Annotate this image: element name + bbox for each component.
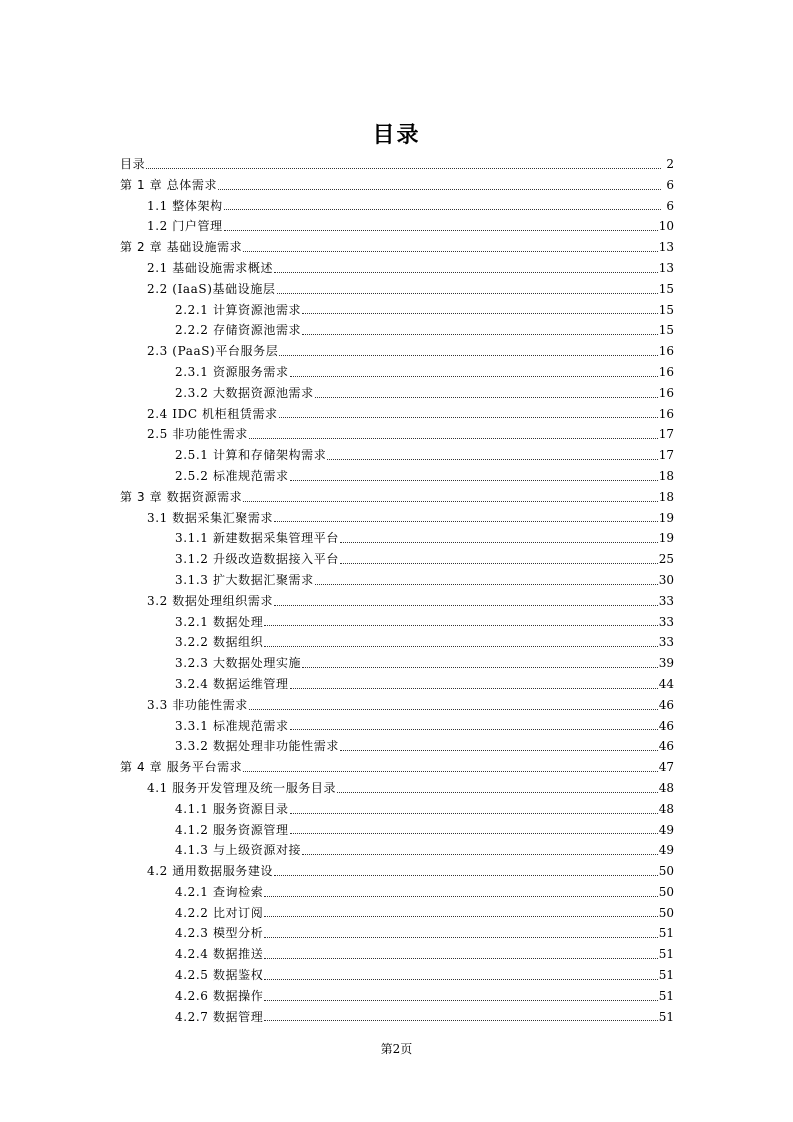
- dot-leader: [264, 896, 657, 897]
- table-of-contents: [120, 154, 674, 1027]
- toc-entry-page: 33: [658, 614, 674, 629]
- toc-entry-label: 4.2.4 数据推送: [175, 947, 264, 962]
- dot-leader: [274, 272, 658, 273]
- dot-leader: [302, 313, 658, 314]
- toc-entry-label: 3.2.2 数据组织: [175, 635, 264, 650]
- toc-entry-page: 6: [666, 198, 674, 213]
- toc-entry-page: 50: [658, 884, 674, 899]
- toc-entry-label: 2.1 基础设施需求概述: [147, 260, 274, 275]
- dot-leader: [340, 563, 658, 564]
- toc-entry-page: 51: [658, 1009, 674, 1024]
- dot-leader: [337, 792, 658, 793]
- toc-entry-label: 3.3.1 标准规范需求: [175, 718, 289, 733]
- dot-leader: [290, 688, 658, 689]
- toc-entry-label: 1.1 整体架构: [147, 198, 223, 213]
- toc-entry-page: 6: [666, 177, 674, 192]
- toc-entry-page: 50: [658, 905, 674, 920]
- toc-entry-page: 51: [658, 968, 674, 983]
- dot-leader: [264, 1000, 657, 1001]
- dot-leader: [243, 251, 657, 252]
- toc-entry-page: 16: [658, 385, 674, 400]
- toc-entry-label: 2.3 (PaaS)平台服务层: [147, 344, 279, 359]
- dot-leader: [290, 833, 658, 834]
- toc-entry[interactable]: [120, 882, 674, 903]
- toc-entry[interactable]: [120, 424, 674, 445]
- toc-entry[interactable]: [120, 986, 674, 1007]
- toc-entry-page: 15: [658, 302, 674, 317]
- dot-leader: [264, 1020, 657, 1021]
- toc-entry-label: 第 3 章 数据资源需求: [120, 489, 243, 504]
- toc-entry-label: 4.2.1 查询检索: [175, 884, 264, 899]
- toc-entry[interactable]: [120, 445, 674, 466]
- toc-entry[interactable]: [120, 154, 674, 175]
- toc-entry-label: 2.2.2 存储资源池需求: [175, 323, 302, 338]
- dot-leader: [315, 397, 658, 398]
- toc-entry[interactable]: [120, 320, 674, 341]
- toc-entry[interactable]: [120, 487, 674, 508]
- dot-leader: [302, 667, 658, 668]
- toc-entry-page: 19: [658, 531, 674, 546]
- toc-entry-page: 33: [658, 593, 674, 608]
- dot-leader: [290, 729, 658, 730]
- toc-entry-page: 51: [658, 926, 674, 941]
- toc-entry[interactable]: [120, 861, 674, 882]
- dot-leader: [264, 646, 657, 647]
- dot-leader: [264, 625, 657, 626]
- toc-entry-page: 33: [658, 635, 674, 650]
- toc-entry-page: 17: [658, 448, 674, 463]
- toc-entry[interactable]: [120, 778, 674, 799]
- toc-entry-label: 4.2 通用数据服务建设: [147, 864, 274, 879]
- dot-leader: [279, 355, 657, 356]
- dot-leader: [290, 480, 658, 481]
- toc-entry-label: 3.2 数据处理组织需求: [147, 593, 274, 608]
- toc-entry[interactable]: [120, 362, 674, 383]
- toc-entry-label: 第 2 章 基础设施需求: [120, 240, 243, 255]
- toc-entry[interactable]: [120, 508, 674, 529]
- toc-entry-page: 48: [658, 801, 674, 816]
- toc-entry[interactable]: [120, 757, 674, 778]
- toc-entry-page: 16: [658, 406, 674, 421]
- toc-entry-page: 10: [658, 219, 674, 234]
- toc-entry-label: 2.5.2 标准规范需求: [175, 468, 289, 483]
- toc-entry[interactable]: [120, 736, 674, 757]
- dot-leader: [277, 293, 658, 294]
- toc-entry[interactable]: [120, 695, 674, 716]
- toc-entry[interactable]: [120, 341, 674, 362]
- toc-entry-label: 4.2.2 比对订阅: [175, 905, 264, 920]
- toc-entry-label: 3.2.1 数据处理: [175, 614, 264, 629]
- toc-entry-label: 2.3.2 大数据资源池需求: [175, 385, 314, 400]
- toc-entry-label: 4.2.6 数据操作: [175, 988, 264, 1003]
- toc-entry-page: 51: [658, 988, 674, 1003]
- toc-entry[interactable]: [120, 716, 674, 737]
- dot-leader: [264, 916, 657, 917]
- toc-entry-page: 48: [658, 780, 674, 795]
- toc-entry-page: 39: [658, 656, 674, 671]
- dot-leader: [302, 334, 658, 335]
- dot-leader: [302, 854, 658, 855]
- toc-entry[interactable]: [120, 965, 674, 986]
- page-number-footer: 第2页: [380, 1042, 413, 1056]
- toc-entry-label: 4.2.3 模型分析: [175, 926, 264, 941]
- toc-entry-label: 3.1.1 新建数据采集管理平台: [175, 531, 339, 546]
- toc-entry-label: 4.2.7 数据管理: [175, 1009, 264, 1024]
- page-title: 目录: [372, 123, 421, 148]
- toc-entry[interactable]: [120, 466, 674, 487]
- toc-entry[interactable]: [120, 300, 674, 321]
- toc-entry-page: 25: [658, 552, 674, 567]
- toc-entry[interactable]: [120, 237, 674, 258]
- toc-entry-page: 47: [658, 760, 674, 775]
- dot-leader: [274, 875, 658, 876]
- toc-entry[interactable]: [120, 799, 674, 820]
- toc-entry-label: 4.1.3 与上级资源对接: [175, 843, 302, 858]
- toc-entry-label: 3.1 数据采集汇聚需求: [147, 510, 274, 525]
- dot-leader: [274, 521, 658, 522]
- toc-entry-label: 3.2.4 数据运维管理: [175, 676, 289, 691]
- dot-leader: [290, 376, 658, 377]
- toc-entry-label: 2.5.1 计算和存储架构需求: [175, 448, 327, 463]
- toc-entry[interactable]: [120, 528, 674, 549]
- toc-entry[interactable]: [120, 840, 674, 861]
- toc-entry-label: 2.2 (IaaS)基础设施层: [147, 281, 276, 296]
- dot-leader: [224, 209, 661, 210]
- toc-entry-label: 4.2.5 数据鉴权: [175, 968, 264, 983]
- toc-entry[interactable]: [120, 612, 674, 633]
- toc-entry-page: 18: [658, 468, 674, 483]
- toc-entry-page: 16: [658, 344, 674, 359]
- toc-entry-label: 第 4 章 服务平台需求: [120, 760, 243, 775]
- toc-entry[interactable]: [120, 383, 674, 404]
- toc-entry[interactable]: [120, 591, 674, 612]
- toc-entry-page: 51: [658, 947, 674, 962]
- toc-entry-page: 49: [658, 843, 674, 858]
- toc-entry-page: 19: [658, 510, 674, 525]
- dot-leader: [243, 771, 657, 772]
- toc-entry[interactable]: [120, 903, 674, 924]
- dot-leader: [264, 937, 657, 938]
- dot-leader: [340, 750, 658, 751]
- toc-entry-label: 2.5 非功能性需求: [147, 427, 248, 442]
- toc-entry[interactable]: [120, 196, 674, 217]
- toc-entry-label: 目录: [120, 157, 146, 171]
- toc-entry-page: 44: [658, 676, 674, 691]
- dot-leader: [327, 459, 657, 460]
- dot-leader: [146, 168, 661, 169]
- dot-leader: [290, 813, 658, 814]
- toc-entry[interactable]: [120, 923, 674, 944]
- toc-entry-label: 3.2.3 大数据处理实施: [175, 656, 302, 671]
- toc-entry[interactable]: [120, 944, 674, 965]
- toc-entry[interactable]: [120, 653, 674, 674]
- toc-entry-page: 49: [658, 822, 674, 837]
- toc-entry-page: 30: [658, 572, 674, 587]
- toc-entry[interactable]: [120, 632, 674, 653]
- toc-entry-page: 46: [658, 739, 674, 754]
- dot-leader: [224, 230, 658, 231]
- toc-entry-label: 1.2 门户管理: [147, 219, 223, 234]
- toc-entry-page: 18: [658, 489, 674, 504]
- toc-entry-page: 46: [658, 697, 674, 712]
- toc-entry-label: 3.3.2 数据处理非功能性需求: [175, 739, 339, 754]
- dot-leader: [279, 417, 658, 418]
- toc-entry-label: 2.4 IDC 机柜租赁需求: [147, 406, 278, 421]
- dot-leader: [340, 542, 658, 543]
- toc-entry-page: 17: [658, 427, 674, 442]
- toc-entry[interactable]: [120, 1007, 674, 1028]
- toc-entry-label: 3.3 非功能性需求: [147, 697, 248, 712]
- toc-entry-page: 13: [658, 240, 674, 255]
- toc-entry-page: 15: [658, 281, 674, 296]
- dot-leader: [243, 501, 657, 502]
- toc-entry[interactable]: [120, 175, 674, 196]
- toc-entry[interactable]: [120, 216, 674, 237]
- dot-leader: [249, 438, 658, 439]
- dot-leader: [315, 584, 658, 585]
- dot-leader: [274, 605, 658, 606]
- dot-leader: [264, 979, 657, 980]
- dot-leader: [249, 709, 658, 710]
- toc-entry-page: 16: [658, 364, 674, 379]
- toc-entry[interactable]: [120, 549, 674, 570]
- toc-entry[interactable]: [120, 820, 674, 841]
- toc-entry[interactable]: [120, 258, 674, 279]
- toc-entry-page: 50: [658, 864, 674, 879]
- dot-leader: [218, 189, 661, 190]
- toc-entry[interactable]: [120, 674, 674, 695]
- toc-entry-page: 13: [658, 260, 674, 275]
- toc-entry-page: 2: [666, 157, 674, 171]
- dot-leader: [264, 958, 657, 959]
- toc-entry[interactable]: [120, 404, 674, 425]
- toc-entry-label: 4.1.1 服务资源目录: [175, 801, 289, 816]
- toc-entry[interactable]: [120, 570, 674, 591]
- toc-entry-label: 4.1 服务开发管理及统一服务目录: [147, 780, 337, 795]
- toc-entry-label: 3.1.3 扩大数据汇聚需求: [175, 572, 314, 587]
- toc-entry-label: 2.3.1 资源服务需求: [175, 364, 289, 379]
- toc-entry-page: 15: [658, 323, 674, 338]
- toc-entry-label: 3.1.2 升级改造数据接入平台: [175, 552, 339, 567]
- toc-entry-page: 46: [658, 718, 674, 733]
- toc-entry-label: 第 1 章 总体需求: [120, 177, 218, 192]
- toc-entry[interactable]: [120, 279, 674, 300]
- toc-entry-label: 4.1.2 服务资源管理: [175, 822, 289, 837]
- toc-entry-label: 2.2.1 计算资源池需求: [175, 302, 302, 317]
